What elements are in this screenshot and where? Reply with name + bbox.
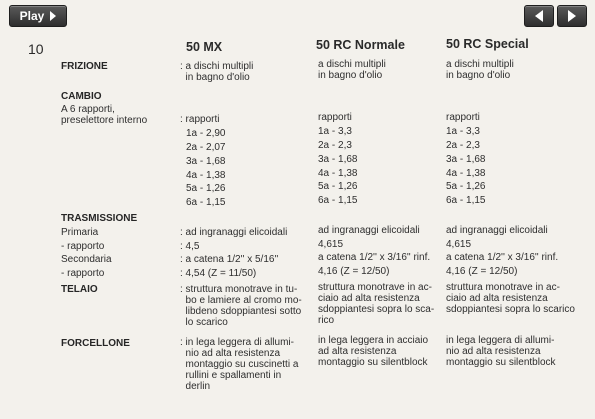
trasmissione-row-label: - rapporto: [61, 241, 105, 252]
gear-ratio-rcs-5: 5a - 1,26: [446, 181, 486, 192]
trasmissione-rc-normale: 4,16 (Z = 12/50): [318, 266, 390, 277]
trasmissione-rc-normale: a catena 1/2'' x 3/16'' rinf.: [318, 252, 431, 263]
cambio-description: A 6 rapporti, preselettore interno: [61, 104, 148, 126]
chevron-left-icon: [535, 10, 543, 22]
gear-ratio-mx-1: 1a - 2,90: [186, 128, 226, 139]
gear-ratio-mx-5: 5a - 1,26: [186, 183, 226, 194]
frizione-rc-special: a dischi multipli in bagno d'olio: [446, 59, 514, 81]
section-label-telaio: TELAIO: [61, 284, 98, 295]
frizione-mx: : a dischi multipli in bagno d'olio: [180, 61, 254, 83]
gear-ratio-rcs-3: 3a - 1,68: [446, 154, 486, 165]
trasmissione-rc-normale: ad ingranaggi elicoidali: [318, 225, 420, 236]
trasmissione-row-label: - rapporto: [61, 268, 105, 279]
forcellone-mx: : in lega leggera di allumi- nio ad alta resistenza montaggio su cuscinetti a rullini e spallamenti in derlin: [180, 337, 299, 392]
gear-ratio-mx-2: 2a - 2,07: [186, 142, 226, 153]
telaio-mx: : struttura monotrave in tu- bo e lamiere al cromo mo- libdeno sdoppiantesi sotto lo scarico: [180, 284, 302, 328]
trasmissione-row-label: Secondaria: [61, 254, 112, 265]
trasmissione-rc-special: 4,615: [446, 239, 472, 250]
play-button-label: Play: [19, 9, 45, 23]
cambio-rc-normale-header: rapporti: [318, 112, 352, 123]
cambio-mx-header: : rapporti: [180, 114, 220, 125]
telaio-rc-normale: struttura monotrave in ac- ciaio ad alta resistenza sdoppiantesi sopra lo sca- rico: [318, 282, 435, 326]
gear-ratio-mx-4: 4a - 1,38: [186, 170, 226, 181]
cambio-rc-special-header: rapporti: [446, 112, 480, 123]
section-label-frizione: FRIZIONE: [61, 61, 108, 72]
section-label-trasmissione: TRASMISSIONE: [61, 213, 138, 224]
gear-ratio-rcn-2: 2a - 2,3: [318, 140, 352, 151]
gear-ratio-mx-3: 3a - 1,68: [186, 156, 226, 167]
play-triangle-icon: [50, 11, 56, 21]
gear-ratio-rcn-5: 5a - 1,26: [318, 181, 358, 192]
gear-ratio-rcs-2: 2a - 2,3: [446, 140, 480, 151]
gear-ratio-rcn-6: 6a - 1,15: [318, 195, 358, 206]
gear-ratio-rcs-6: 6a - 1,15: [446, 195, 486, 206]
column-header-50mx: 50 MX: [186, 40, 223, 54]
next-page-button[interactable]: [557, 5, 587, 27]
gear-ratio-rcs-1: 1a - 3,3: [446, 126, 480, 137]
chevron-right-icon: [568, 10, 576, 22]
trasmissione-rc-special: a catena 1/2'' x 3/16'' rinf.: [446, 252, 559, 263]
forcellone-rc-special: in lega leggera di allumi- nio ad alta resistenza montaggio su silentblock: [446, 335, 556, 368]
trasmissione-rc-special: ad ingranaggi elicoidali: [446, 225, 548, 236]
column-header-50rc-normale: 50 RC Normale: [316, 38, 405, 52]
page-number: 10: [28, 41, 44, 57]
gear-ratio-rcn-1: 1a - 3,3: [318, 126, 352, 137]
forcellone-rc-normale: in lega leggera in acciaio ad alta resistenza montaggio su silentblock: [318, 335, 429, 368]
trasmissione-mx: : 4,54 (Z = 11/50): [180, 268, 257, 279]
trasmissione-row-label: Primaria: [61, 227, 99, 238]
gear-ratio-rcn-3: 3a - 1,68: [318, 154, 358, 165]
previous-page-button[interactable]: [524, 5, 554, 27]
telaio-rc-special: struttura monotrave in ac- ciaio ad alta resistenza sdoppiantesi sopra lo scarico: [446, 282, 575, 315]
gear-ratio-rcn-4: 4a - 1,38: [318, 168, 358, 179]
column-header-50rc-special: 50 RC Special: [446, 37, 529, 51]
gear-ratio-rcs-4: 4a - 1,38: [446, 168, 486, 179]
trasmissione-mx: : ad ingranaggi elicoidali: [180, 227, 288, 238]
play-button[interactable]: [9, 5, 67, 27]
gear-ratio-mx-6: 6a - 1,15: [186, 197, 226, 208]
trasmissione-mx: : a catena 1/2'' x 5/16'': [180, 254, 279, 265]
section-label-forcellone: FORCELLONE: [61, 338, 130, 349]
frizione-rc-normale: a dischi multipli in bagno d'olio: [318, 59, 386, 81]
trasmissione-rc-special: 4,16 (Z = 12/50): [446, 266, 518, 277]
trasmissione-rc-normale: 4,615: [318, 239, 344, 250]
toolbar: [0, 0, 595, 32]
trasmissione-mx: : 4,5: [180, 241, 200, 252]
section-label-cambio: CAMBIO: [61, 91, 102, 102]
